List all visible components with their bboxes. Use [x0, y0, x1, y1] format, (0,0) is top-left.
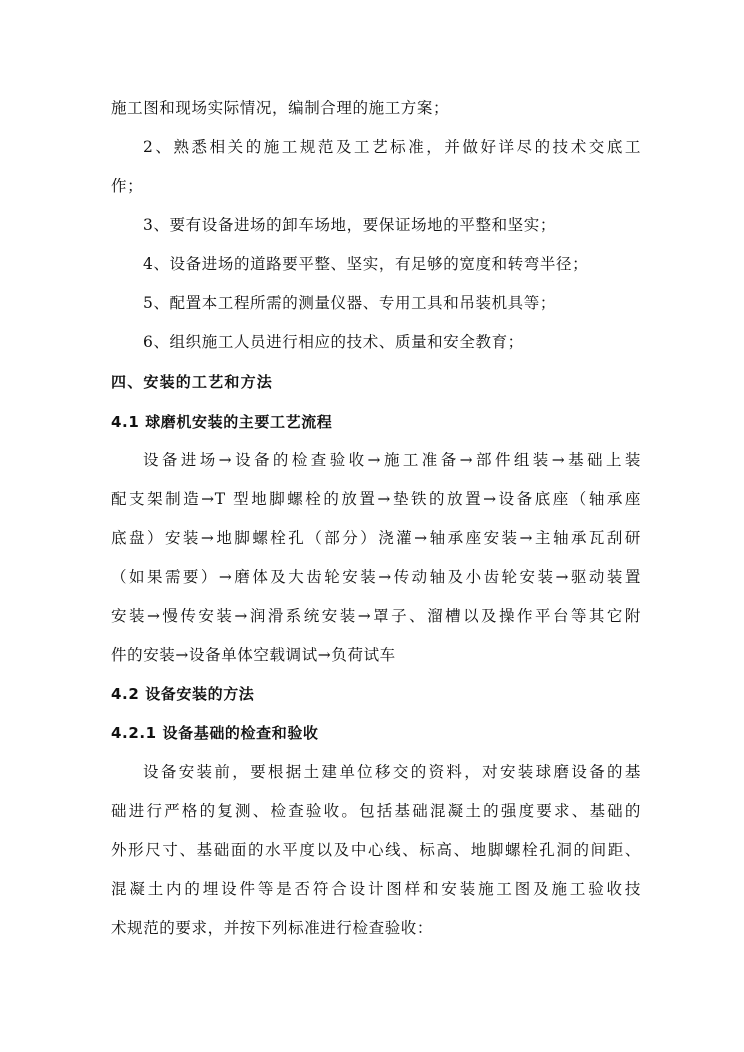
- section-heading: 四、安装的工艺和方法: [111, 373, 274, 391]
- process-flow-line: 件的安装→设备单体空载调试→负荷试车: [111, 646, 396, 664]
- list-item-3: 3、要有设备进场的卸车场地，要保证场地的平整和坚实；: [143, 216, 556, 234]
- list-item-5: 5、配置本工程所需的测量仪器、专用工具和吊装机具等；: [143, 294, 556, 312]
- process-flow-line: 安装→慢传安装→润滑系统安装→罩子、溜槽以及操作平台等其它附: [111, 607, 641, 625]
- process-flow-line: （如果需要）→磨体及大齿轮安装→传动轴及小齿轮安装→驱动装置: [111, 568, 641, 586]
- paragraph-line: 外形尺寸、基础面的水平度以及中心线、标高、地脚螺栓孔洞的间距、: [111, 841, 641, 859]
- paragraph-line: 混凝土内的埋设件等是否符合设计图样和安装施工图及施工验收技: [111, 880, 641, 898]
- paragraph-line: 础进行严格的复测、检查验收。包括基础混凝土的强度要求、基础的: [111, 802, 641, 820]
- paragraph-line: 施工图和现场实际情况，编制合理的施工方案；: [111, 99, 450, 117]
- subsubsection-heading: 4.2.1 设备基础的检查和验收: [111, 724, 319, 742]
- paragraph-line: 作；: [111, 177, 144, 195]
- process-flow-line: 配支架制造→T 型地脚螺栓的放置→垫铁的放置→设备底座（轴承座: [111, 490, 641, 508]
- paragraph-line: 术规范的要求，并按下列标准进行检查验收：: [111, 919, 434, 937]
- process-flow-line: 设备进场→设备的检查验收→施工准备→部件组装→基础上装: [143, 451, 641, 469]
- subsection-heading: 4.2 设备安装的方法: [111, 685, 255, 703]
- paragraph-line: 设备安装前，要根据土建单位移交的资料，对安装球磨设备的基: [143, 763, 641, 781]
- list-item-6: 6、组织施工人员进行相应的技术、质量和安全教育；: [143, 333, 524, 351]
- list-item-4: 4、设备进场的道路要平整、坚实，有足够的宽度和转弯半径；: [143, 255, 589, 273]
- list-item-2: 2、熟悉相关的施工规范及工艺标准，并做好详尽的技术交底工: [143, 138, 641, 156]
- subsection-heading: 4.1 球磨机安装的主要工艺流程: [111, 413, 333, 431]
- process-flow-line: 底盘）安装→地脚螺栓孔（部分）浇灌→轴承座安装→主轴承瓦刮研: [111, 529, 641, 547]
